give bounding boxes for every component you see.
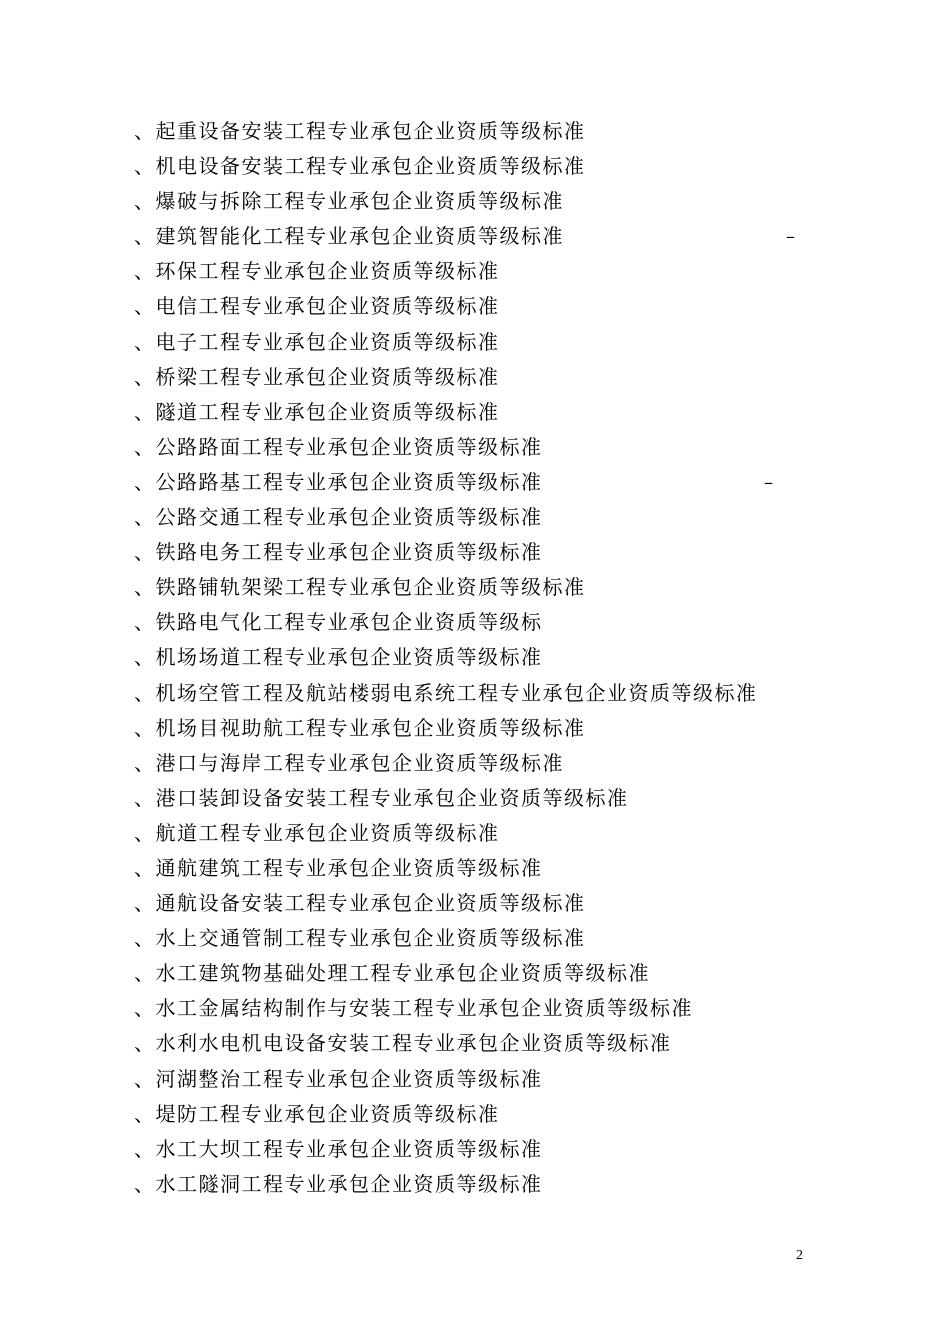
toc-item-text: 、水利水电机电设备安装工程专业承包企业资质等级标准	[134, 1031, 672, 1056]
toc-item	[134, 325, 834, 360]
toc-item-text: 、公路路基工程专业承包企业资质等级标准	[134, 469, 543, 494]
toc-item	[134, 149, 834, 184]
toc-item	[134, 886, 834, 921]
toc-item	[134, 465, 834, 500]
toc-item	[134, 921, 834, 956]
toc-item-text: 、水工建筑物基础处理工程专业承包企业资质等级标准	[134, 961, 650, 986]
toc-item	[134, 1062, 834, 1097]
toc-item	[134, 360, 834, 395]
toc-item-text: 、隧道工程专业承包企业资质等级标准	[134, 399, 500, 424]
toc-item	[134, 956, 834, 991]
toc-item-text: 、河湖整治工程专业承包企业资质等级标准	[134, 1066, 543, 1091]
toc-item	[134, 816, 834, 851]
toc-item-text: 、航道工程专业承包企业资质等级标准	[134, 820, 500, 845]
toc-item	[134, 395, 834, 430]
toc-item-text: 、公路交通工程专业承包企业资质等级标准	[134, 505, 543, 530]
toc-item	[134, 570, 834, 605]
toc-item-text: 、铁路电气化工程专业承包企业资质等级标	[134, 610, 543, 635]
toc-item-text: 、水上交通管制工程专业承包企业资质等级标准	[134, 926, 586, 951]
toc-item-text: 、机场空管工程及航站楼弱电系统工程专业承包企业资质等级标准	[134, 680, 758, 705]
toc-item	[134, 1026, 834, 1061]
toc-item	[134, 676, 834, 711]
toc-item-text: 、爆破与拆除工程专业承包企业资质等级标准	[134, 189, 564, 214]
toc-item-text: 、水工大坝工程专业承包企业资质等级标准	[134, 1136, 543, 1161]
toc-item	[134, 1132, 834, 1167]
toc-item	[134, 184, 834, 219]
toc-item-text: 、堤防工程专业承包企业资质等级标准	[134, 1101, 500, 1126]
toc-item	[134, 746, 834, 781]
toc-list	[134, 114, 834, 1202]
toc-item-text: 、环保工程专业承包企业资质等级标准	[134, 259, 500, 284]
toc-item-text: 、电信工程专业承包企业资质等级标准	[134, 294, 500, 319]
toc-item-text: 、电子工程专业承包企业资质等级标准	[134, 329, 500, 354]
toc-item-text: 、铁路铺轨架梁工程专业承包企业资质等级标准	[134, 575, 586, 600]
toc-item-text: 、起重设备安装工程专业承包企业资质等级标准	[134, 119, 586, 143]
toc-item	[134, 254, 834, 289]
toc-item	[134, 991, 834, 1026]
toc-item-text: 、铁路电务工程专业承包企业资质等级标准	[134, 540, 543, 565]
toc-item	[134, 605, 834, 640]
dash-mark: –	[764, 471, 775, 493]
toc-item	[134, 640, 834, 675]
toc-item	[134, 711, 834, 746]
toc-item	[134, 535, 834, 570]
dash-mark: –	[786, 226, 797, 248]
toc-item	[134, 1097, 834, 1132]
toc-item	[134, 1167, 834, 1202]
toc-item	[134, 781, 834, 816]
toc-item-text: 、桥梁工程专业承包企业资质等级标准	[134, 364, 500, 389]
toc-item-text: 、通航建筑工程专业承包企业资质等级标准	[134, 855, 543, 880]
toc-item-text: 、机场场道工程专业承包企业资质等级标准	[134, 645, 543, 670]
toc-item-text: 、建筑智能化工程专业承包企业资质等级标准	[134, 224, 564, 249]
toc-item	[134, 289, 834, 324]
toc-item-text: 、机场目视助航工程专业承包企业资质等级标准	[134, 715, 586, 740]
toc-item-text: 、港口装卸设备安装工程专业承包企业资质等级标准	[134, 785, 629, 810]
toc-item-text: 、水工隧洞工程专业承包企业资质等级标准	[134, 1171, 543, 1196]
toc-item-text: 、公路路面工程专业承包企业资质等级标准	[134, 434, 543, 459]
toc-item-text: 、通航设备安装工程专业承包企业资质等级标准	[134, 891, 586, 916]
toc-item	[134, 219, 834, 254]
toc-item-text: 、港口与海岸工程专业承包企业资质等级标准	[134, 750, 564, 775]
toc-item-text: 、水工金属结构制作与安装工程专业承包企业资质等级标准	[134, 996, 693, 1021]
toc-item	[134, 500, 834, 535]
toc-item	[134, 851, 834, 886]
page-number: 2	[796, 1248, 803, 1263]
toc-item	[134, 114, 834, 149]
toc-item-text: 、机电设备安装工程专业承包企业资质等级标准	[134, 154, 586, 179]
toc-item	[134, 430, 834, 465]
